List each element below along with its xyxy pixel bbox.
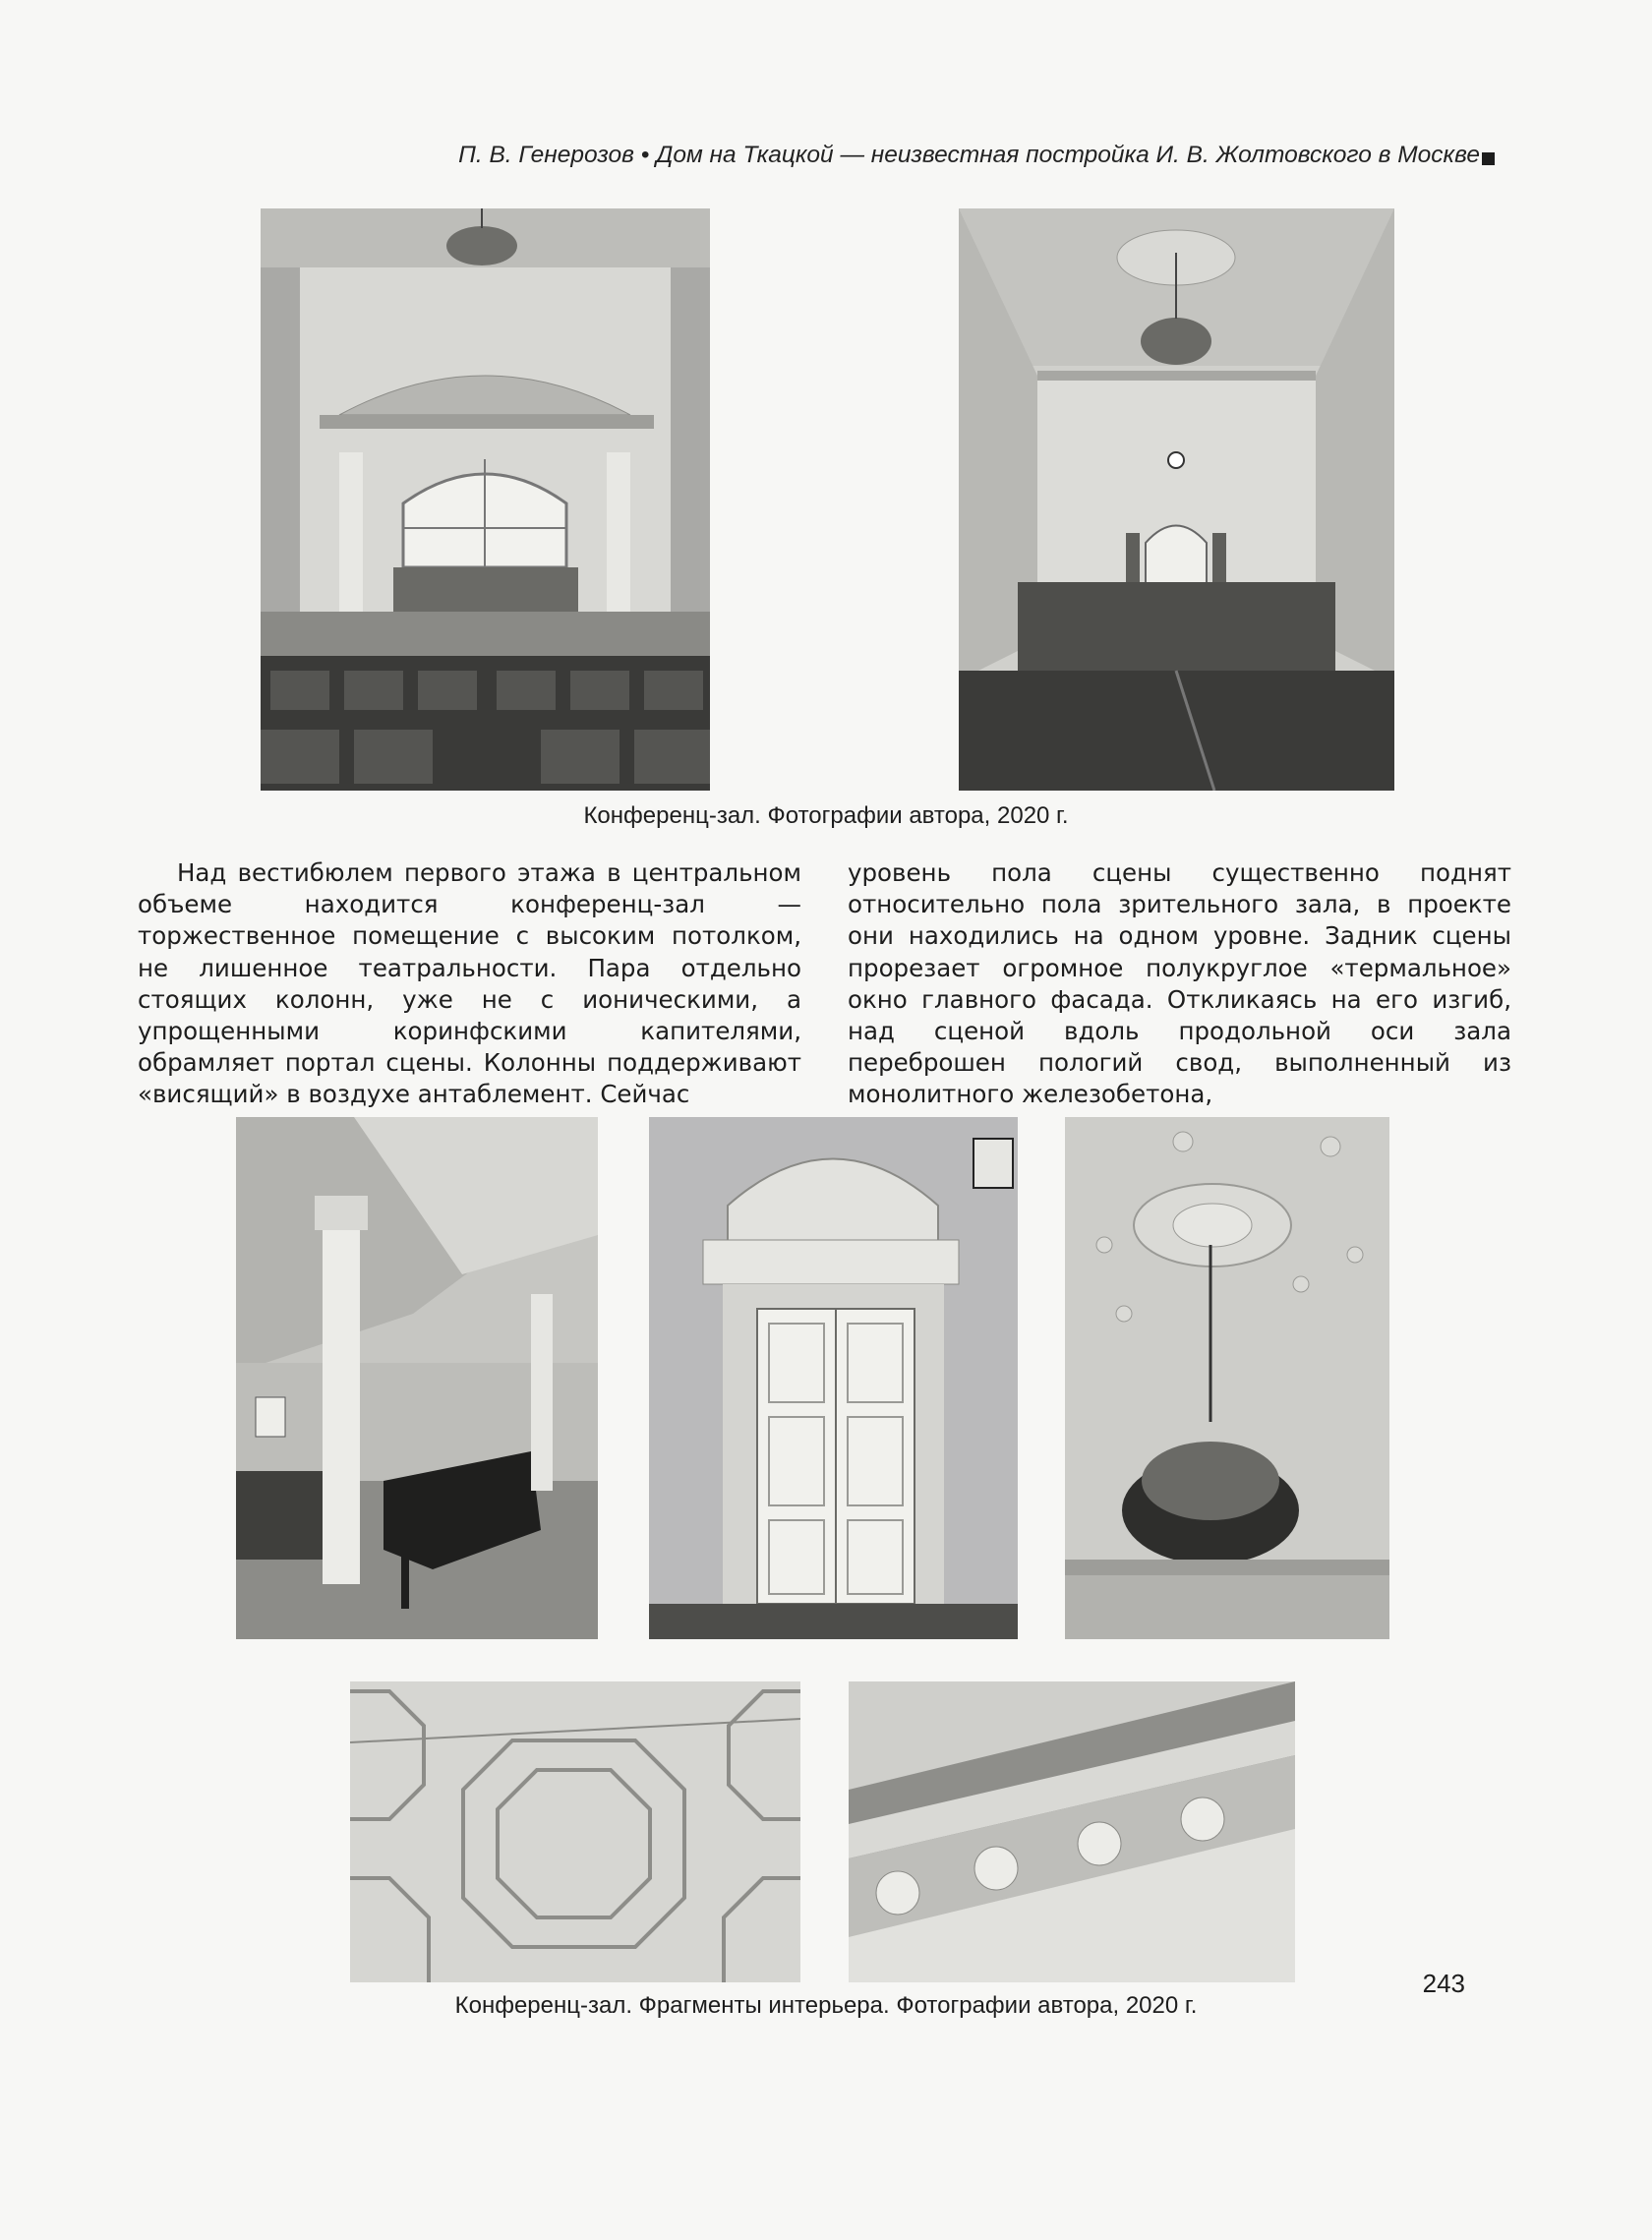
- photo-hall-view: [959, 208, 1394, 791]
- photo-chandelier: [1065, 1117, 1389, 1639]
- head-square-marker: [1482, 152, 1495, 165]
- page-number: 243: [1422, 1969, 1465, 1998]
- photo-stage-view: [261, 208, 710, 791]
- photo-doorway: [649, 1117, 1018, 1639]
- figure-caption-bottom: Конференц-зал. Фрагменты интерьера. Фотографии автора, 2020 г.: [454, 1992, 1198, 2019]
- paragraph-right: уровень пола сцены существенно поднят относительно пола зрительного зала, в проекте они находились на одном уровне. Задник сцены прорезает огромное полукруглое «термальное» окно главного фасада. Откликаясь на его изгиб, над сценой вдоль продольной оси зала переброшен пологий свод, выполненный из монолитного железобетона,: [848, 858, 1511, 1109]
- figure-caption-top: Конференц-зал. Фотографии автора, 2020 г.: [583, 802, 1069, 829]
- running-head: П. В. Генерозов • Дом на Ткацкой — неизвестная постройка И. В. Жолтовского в Москве: [458, 142, 1480, 168]
- photo-column-and-piano: [236, 1117, 598, 1639]
- text-column-right: [848, 857, 1511, 1111]
- photo-coffered-ceiling: [350, 1681, 800, 1982]
- paragraph-left: Над вестибюлем первого этажа в центральном объеме находится конференц-зал — торжественное помещение с высоким потолком, не лишенное театральности. Пара отдельно стоящих колонн, уже не с ионическими, а упрощенными коринфскими капителями, обрамляет портал сцены. Колонны поддерживают «висящий» в воздухе антаблемент. Сейчас: [138, 858, 801, 1109]
- photo-cornice-frieze: [849, 1681, 1295, 1982]
- text-column-left: [138, 857, 801, 1111]
